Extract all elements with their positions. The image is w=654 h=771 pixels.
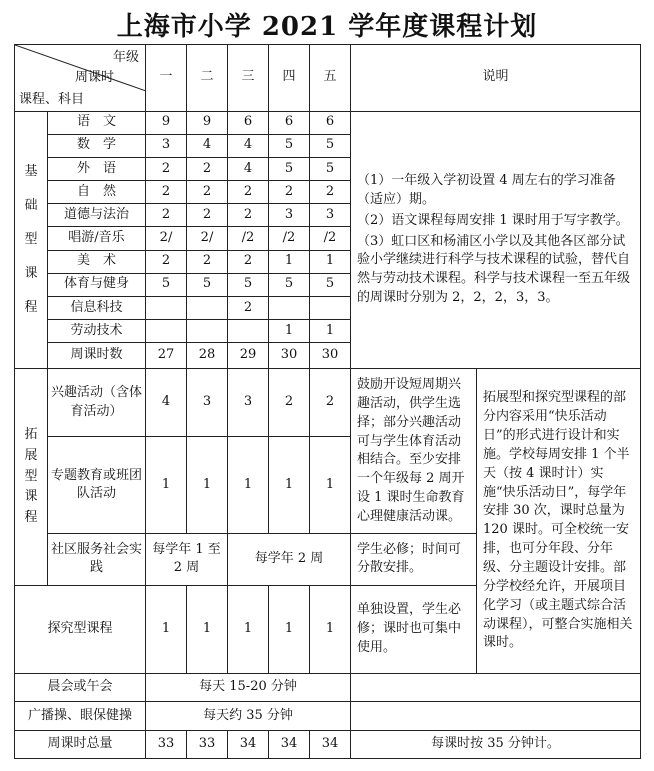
exercise-note xyxy=(351,702,641,730)
header-grade-label: 年级 xyxy=(112,50,139,65)
hour-cell: 5 xyxy=(310,273,351,296)
hour-cell: 2 xyxy=(187,157,228,180)
hour-cell: 2 xyxy=(146,181,187,204)
hour-cell xyxy=(310,296,351,319)
social-note: 学生必修；时间可分散安排。 xyxy=(351,534,477,585)
header-diagonal-cell xyxy=(15,45,146,112)
total-cell: 30 xyxy=(269,343,310,369)
morning-meeting-value: 每天 15-20 分钟 xyxy=(146,674,351,702)
hour-cell xyxy=(228,320,269,343)
hour-cell: /2 xyxy=(310,227,351,250)
interest-note: 鼓励开设短周期兴趣活动，供学生选择；部分兴趣活动可与学生体育活动相结合。至少安排一个年级每 2 周开设 1 课时生命教育心理健康活动课。 xyxy=(351,369,477,534)
hour-cell: 5 xyxy=(310,134,351,157)
hour-cell xyxy=(187,296,228,319)
grade-5-header: 五 xyxy=(310,45,351,112)
hour-cell xyxy=(187,320,228,343)
explore-note: 单独设置，学生必修；课时也可集中使用。 xyxy=(351,585,477,674)
hour-cell: 3 xyxy=(228,369,269,437)
total-cell: 34 xyxy=(310,730,351,758)
hour-cell: 1 xyxy=(310,585,351,674)
hour-cell xyxy=(269,296,310,319)
expand-explore-note: 拓展型和探究型课程的部分内容采用“快乐活动日”的形式进行设计和实施。学校每周安排 1 个半天（按 4 课时计）实施“快乐活动日”，每学年安排 30 次，课时总量为 120 课时。可全校统一安排，也可分年段、分年级、分主题设计安排。部分学校经允许，开展项目化学习（或主题式综合活动课程），可整合实施相关课时。 xyxy=(477,369,641,674)
hour-cell: 4 xyxy=(228,157,269,180)
interest-activity-name: 兴趣活动（含体育活动） xyxy=(48,369,146,437)
hour-cell: 3 xyxy=(310,204,351,227)
total-cell: 34 xyxy=(228,730,269,758)
hour-cell: 2/ xyxy=(146,227,187,250)
basic-note-3: （3）虹口区和杨浦区小学以及其他各区部分试验小学继续进行科学与技术课程的试验，替代自然与劳动技术课程。科学与技术课程一至五年级的周课时分别为 2，2，2，3，3。 xyxy=(357,233,631,306)
hour-cell: 2 xyxy=(228,250,269,273)
social-hours-345: 每学年 2 周 xyxy=(228,534,351,585)
hour-cell: 1 xyxy=(187,437,228,534)
hour-cell: 1 xyxy=(146,437,187,534)
hour-cell: 5 xyxy=(269,134,310,157)
subject-name: 语 文 xyxy=(48,111,146,134)
hour-cell: 6 xyxy=(228,111,269,134)
weekly-total-name: 周课时总量 xyxy=(15,730,146,758)
hour-cell: 4 xyxy=(187,134,228,157)
total-cell: 30 xyxy=(310,343,351,369)
hour-cell: 5 xyxy=(310,157,351,180)
basic-note-2: （2）语文课程每周安排 1 课时用于写字教学。 xyxy=(357,212,629,228)
hour-cell: 1 xyxy=(269,320,310,343)
subject-name: 数 学 xyxy=(48,134,146,157)
hour-cell: 2 xyxy=(146,250,187,273)
header-subject-label: 课程、科目 xyxy=(19,92,85,107)
hour-cell: 2 xyxy=(228,296,269,319)
hour-cell: 6 xyxy=(310,111,351,134)
grade-1-header: 一 xyxy=(146,45,187,112)
subject-name: 外 语 xyxy=(48,157,146,180)
hour-cell: 1 xyxy=(269,585,310,674)
hour-cell: 9 xyxy=(187,111,228,134)
hour-cell xyxy=(146,320,187,343)
hour-cell: 1 xyxy=(310,320,351,343)
hour-cell: 3 xyxy=(269,204,310,227)
explore-course-name: 探究型课程 xyxy=(15,585,146,674)
hour-cell: 4 xyxy=(228,134,269,157)
hour-cell: 2/ xyxy=(187,227,228,250)
hour-cell: 2 xyxy=(228,204,269,227)
hour-cell: 1 xyxy=(310,437,351,534)
basic-total-label: 周课时数 xyxy=(48,343,146,369)
expand-course-label: 拓展型课程 xyxy=(15,369,48,585)
hour-cell: 1 xyxy=(228,437,269,534)
subject-name: 唱游/音乐 xyxy=(48,227,146,250)
total-cell: 27 xyxy=(146,343,187,369)
social-practice-name: 社区服务社会实践 xyxy=(48,534,146,585)
hour-cell: 2 xyxy=(310,181,351,204)
hour-cell: 5 xyxy=(187,273,228,296)
basic-course-label: 基础型课程 xyxy=(15,111,48,369)
total-cell: 33 xyxy=(146,730,187,758)
basic-note-1: （1）一年级入学初设置 4 周左右的学习准备（适应）期。 xyxy=(357,173,616,207)
hour-cell: 3 xyxy=(146,134,187,157)
hour-cell: 1 xyxy=(310,250,351,273)
hour-cell: 5 xyxy=(269,273,310,296)
topic-education-name: 专题教育或班团队活动 xyxy=(48,437,146,534)
exercise-value: 每天约 35 分钟 xyxy=(146,702,351,730)
subject-name: 自 然 xyxy=(48,181,146,204)
total-cell: 28 xyxy=(187,343,228,369)
hour-cell: /2 xyxy=(228,227,269,250)
morning-meeting-note xyxy=(351,674,641,702)
hour-cell: 2 xyxy=(187,181,228,204)
subject-name: 劳动技术 xyxy=(48,320,146,343)
total-cell: 34 xyxy=(269,730,310,758)
weekly-total-note: 每课时按 35 分钟计。 xyxy=(351,730,641,758)
hour-cell: 1 xyxy=(269,250,310,273)
hour-cell: 5 xyxy=(146,273,187,296)
total-cell: 29 xyxy=(228,343,269,369)
exercise-name: 广播操、眼保健操 xyxy=(15,702,146,730)
subject-name: 道德与法治 xyxy=(48,204,146,227)
hour-cell: 1 xyxy=(228,585,269,674)
hour-cell: 2 xyxy=(269,181,310,204)
hour-cell: 9 xyxy=(146,111,187,134)
hour-cell: 2 xyxy=(146,204,187,227)
curriculum-table xyxy=(14,44,641,759)
morning-meeting-name: 晨会或午会 xyxy=(15,674,146,702)
hour-cell: 2 xyxy=(187,204,228,227)
grade-3-header: 三 xyxy=(228,45,269,112)
hour-cell: 1 xyxy=(187,585,228,674)
basic-course-notes xyxy=(351,111,641,369)
grade-2-header: 二 xyxy=(187,45,228,112)
total-cell: 33 xyxy=(187,730,228,758)
header-hours-label: 周课时 xyxy=(75,70,115,85)
hour-cell: 6 xyxy=(269,111,310,134)
subject-name: 体育与健身 xyxy=(48,273,146,296)
hour-cell: 2 xyxy=(228,181,269,204)
hour-cell: /2 xyxy=(269,227,310,250)
subject-name: 信息科技 xyxy=(48,296,146,319)
hour-cell: 2 xyxy=(146,157,187,180)
subject-name: 美 术 xyxy=(48,250,146,273)
hour-cell: 2 xyxy=(310,369,351,437)
hour-cell: 5 xyxy=(228,273,269,296)
social-hours-12: 每学年 1 至 2 周 xyxy=(146,534,228,585)
notes-header: 说明 xyxy=(351,45,641,112)
grade-4-header: 四 xyxy=(269,45,310,112)
hour-cell: 2 xyxy=(269,369,310,437)
hour-cell: 4 xyxy=(146,369,187,437)
hour-cell: 3 xyxy=(187,369,228,437)
hour-cell: 1 xyxy=(269,437,310,534)
hour-cell: 5 xyxy=(269,157,310,180)
hour-cell: 1 xyxy=(146,585,187,674)
hour-cell: 2 xyxy=(187,250,228,273)
page-title: 上海市小学 2021 学年度课程计划 xyxy=(116,12,538,42)
hour-cell xyxy=(146,296,187,319)
